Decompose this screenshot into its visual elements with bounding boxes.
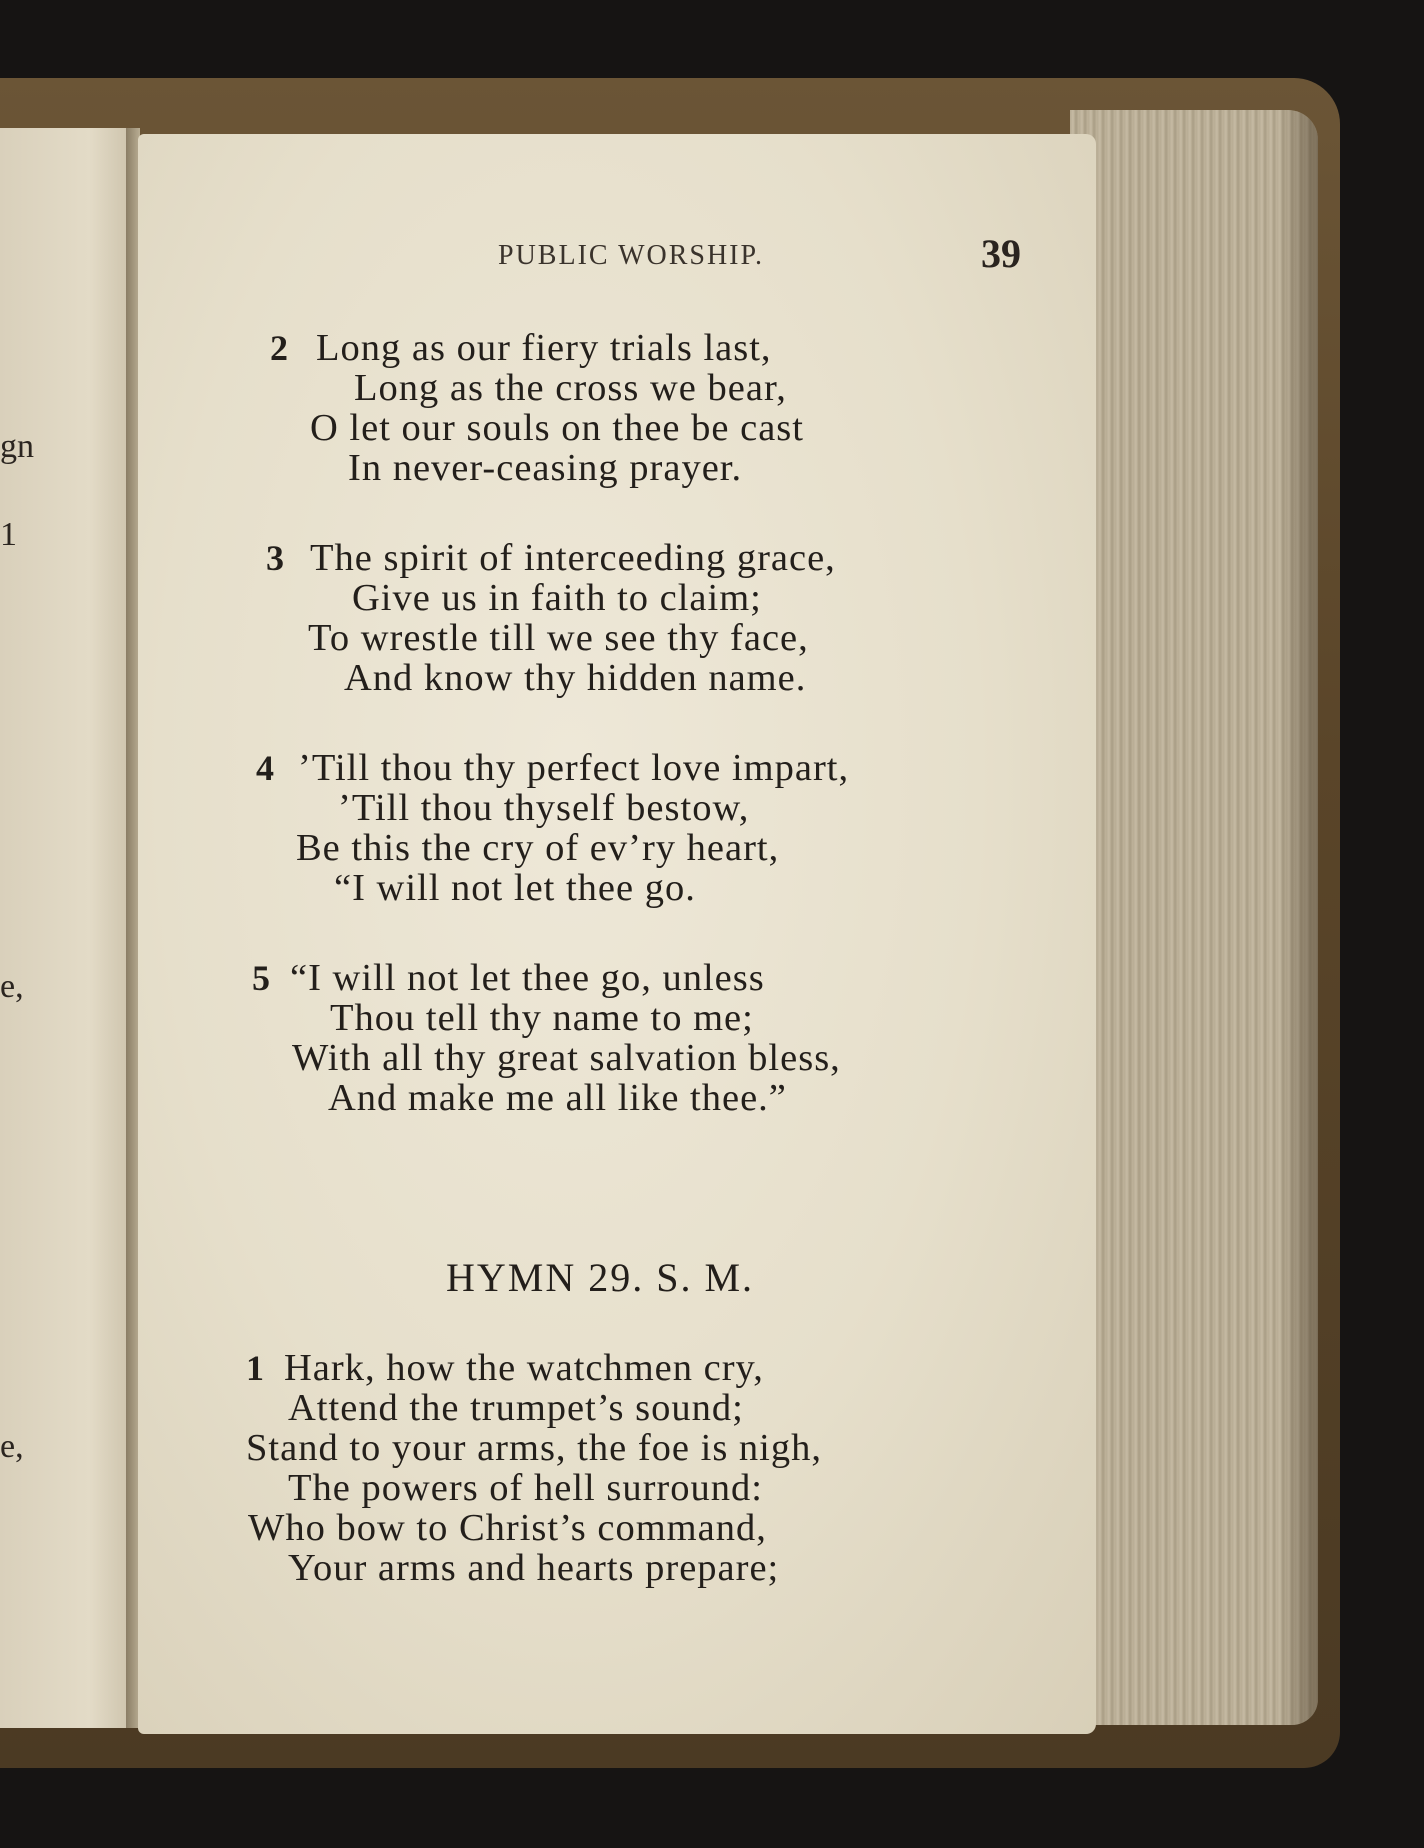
stanza-line: The powers of hell surround: bbox=[288, 1467, 763, 1509]
stanza-line: With all thy great salvation bless, bbox=[292, 1037, 841, 1079]
stanza-line: In never-ceasing prayer. bbox=[348, 447, 743, 489]
stanza-line: Be this the cry of ev’ry heart, bbox=[296, 827, 780, 869]
page-number: 39 bbox=[981, 231, 1021, 276]
stanza-number: 1 bbox=[246, 1348, 264, 1388]
stanza-line: And make me all like thee.” bbox=[328, 1077, 787, 1119]
stanza-line: Thou tell thy name to me; bbox=[330, 997, 754, 1039]
stanza-line: “I will not let thee go, unless bbox=[290, 957, 765, 999]
stanza-line: Long as the cross we bear, bbox=[354, 367, 787, 409]
stanza-line: And know thy hidden name. bbox=[344, 657, 807, 699]
stanza-line: Hark, how the watchmen cry, bbox=[284, 1347, 764, 1389]
stanza-line: The spirit of interceeding grace, bbox=[310, 537, 836, 579]
stanza-line: Long as our fiery trials last, bbox=[316, 327, 772, 369]
stanza-line: “I will not let thee go. bbox=[334, 867, 696, 909]
left-page-fragment: gn bbox=[0, 428, 34, 465]
stanza-line: To wrestle till we see thy face, bbox=[308, 617, 809, 659]
right-page bbox=[138, 134, 1096, 1734]
stanza-line: Give us in faith to claim; bbox=[352, 577, 762, 619]
left-page-fragment: e, bbox=[0, 1428, 24, 1465]
stanza-line: Attend the trumpet’s sound; bbox=[288, 1387, 744, 1429]
left-page-fragment: 1 bbox=[0, 516, 17, 553]
running-head: PUBLIC WORSHIP. bbox=[498, 240, 764, 271]
stanza-line: Stand to your arms, the foe is nigh, bbox=[246, 1427, 822, 1469]
hymn-title: HYMN 29. S. M. bbox=[446, 1255, 755, 1300]
stanza-line: Your arms and hearts prepare; bbox=[288, 1547, 780, 1589]
stanza-number: 2 bbox=[270, 328, 288, 368]
stanza-line: Who bow to Christ’s command, bbox=[248, 1507, 767, 1549]
stanza-number: 4 bbox=[256, 748, 274, 788]
stanza-number: 5 bbox=[252, 958, 270, 998]
stanza-line: ’Till thou thy perfect love impart, bbox=[298, 747, 850, 789]
page-edges bbox=[1070, 110, 1318, 1725]
left-page-fragment: e, bbox=[0, 968, 24, 1005]
stanza-line: O let our souls on thee be cast bbox=[310, 407, 804, 449]
left-page bbox=[0, 128, 128, 1728]
stanza-number: 3 bbox=[266, 538, 284, 578]
stanza-line: ’Till thou thyself bestow, bbox=[338, 787, 750, 829]
